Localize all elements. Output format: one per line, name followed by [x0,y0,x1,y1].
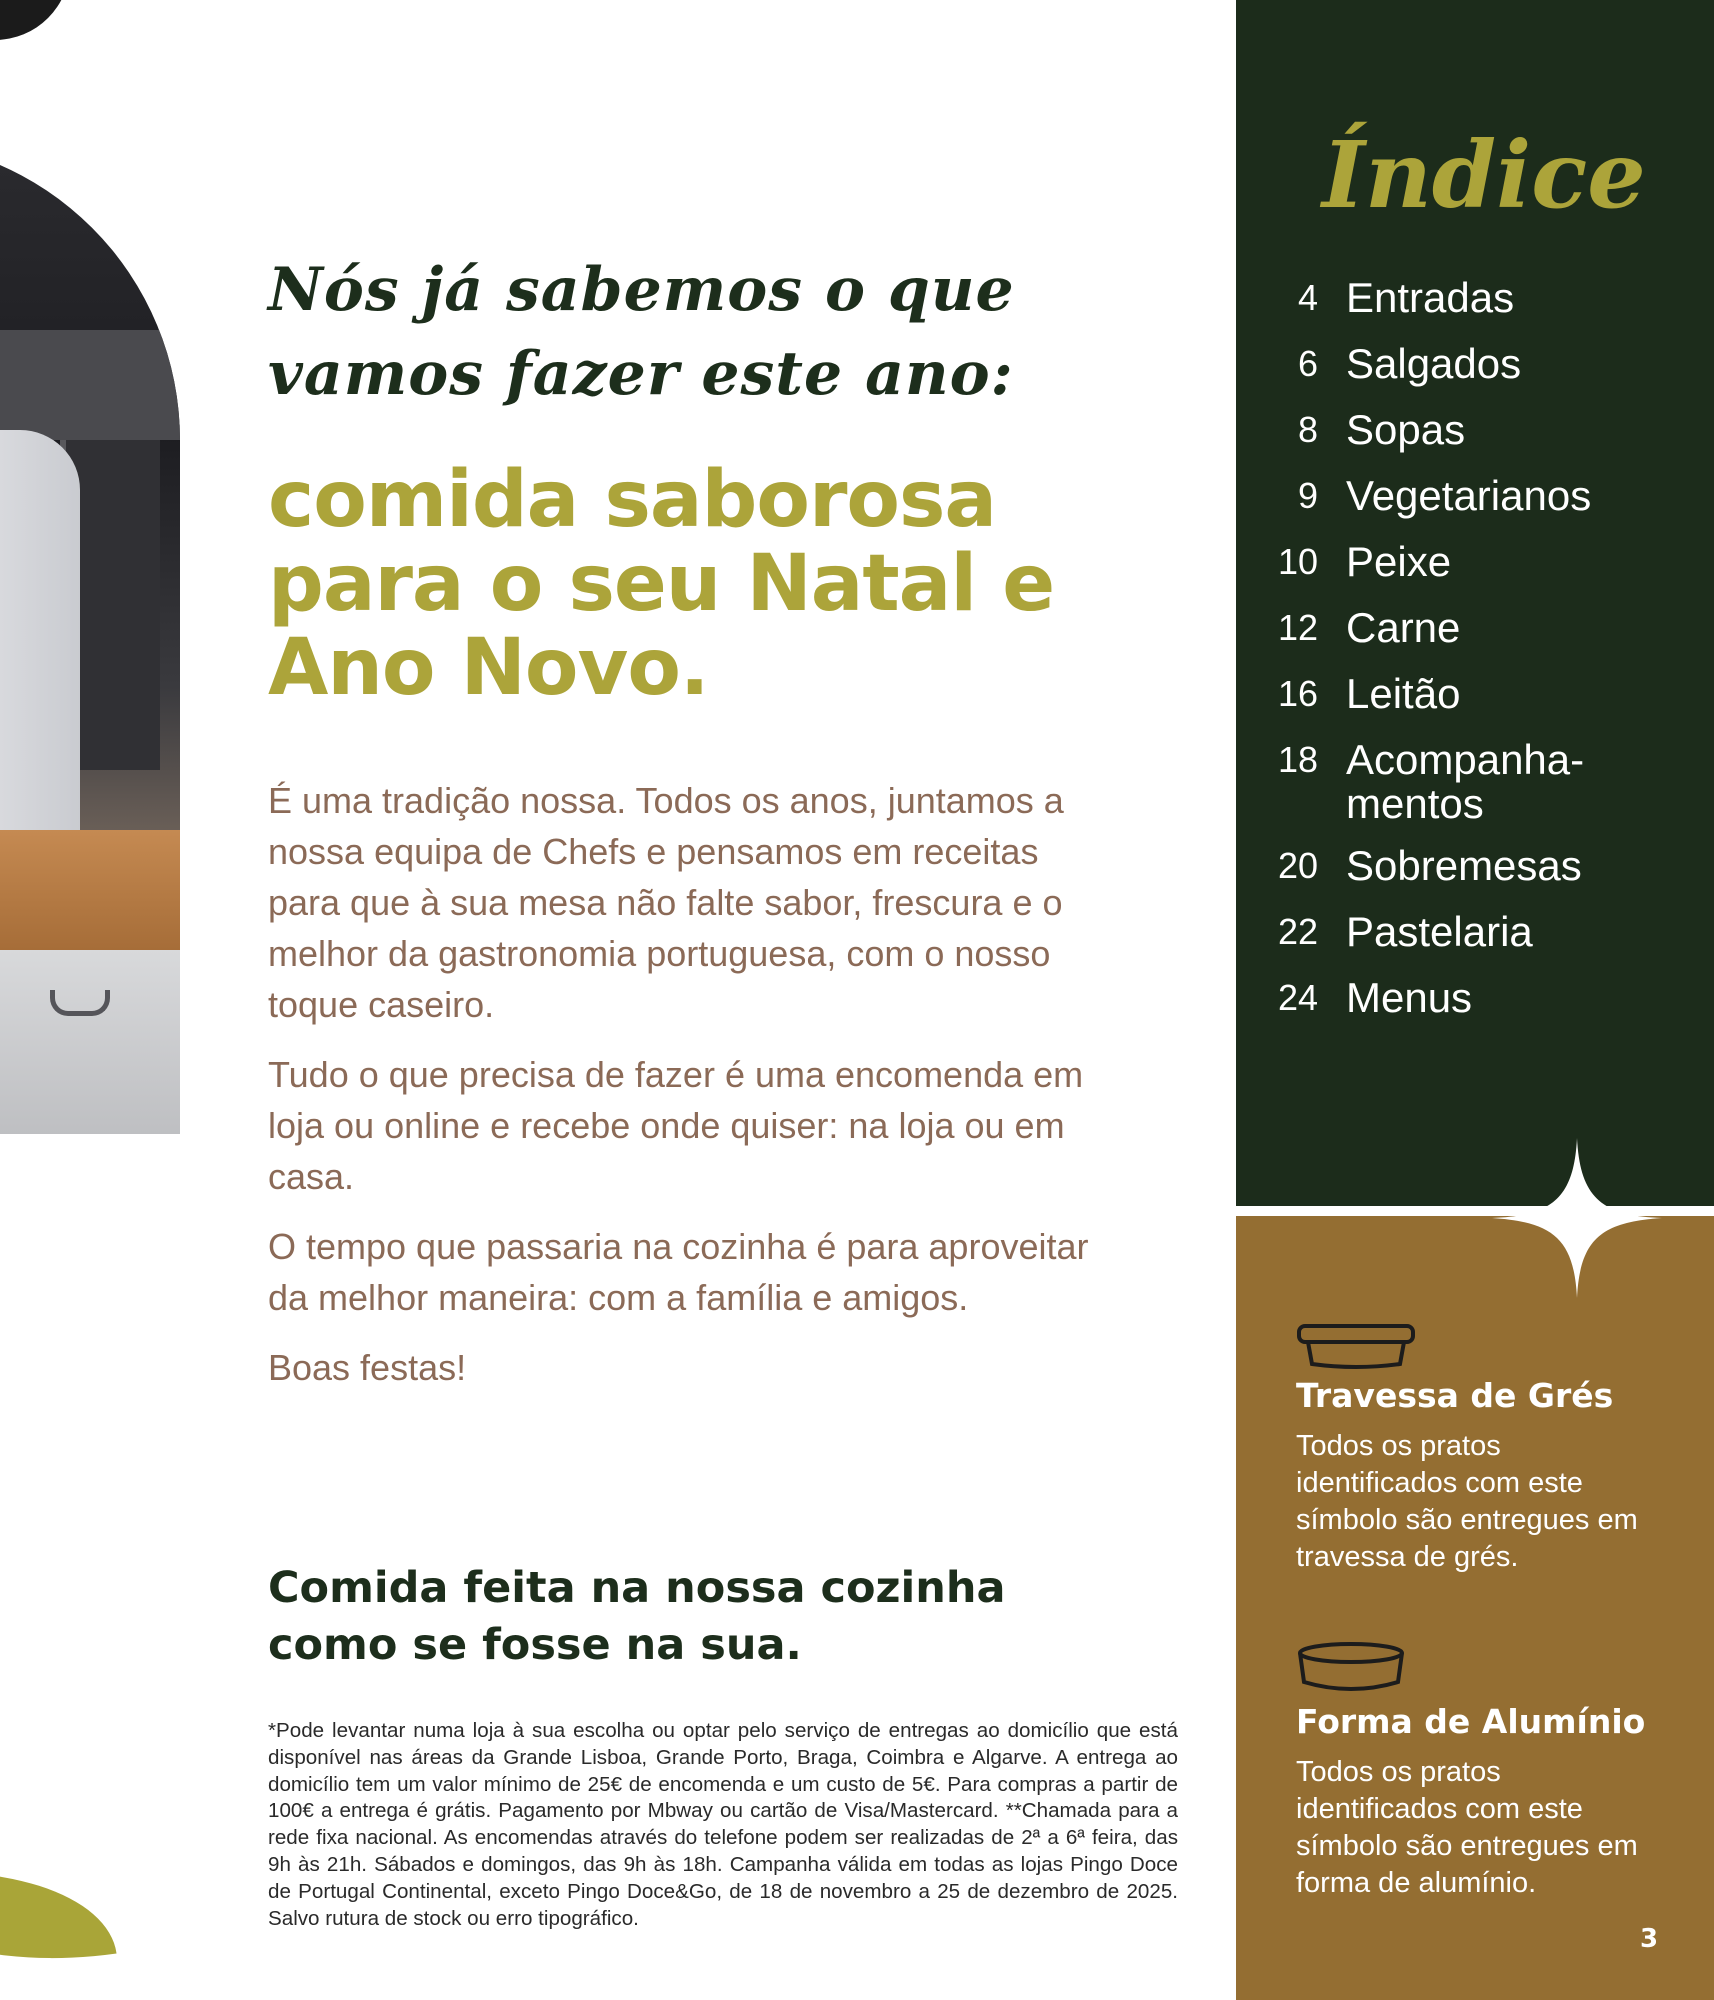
index-item-menus[interactable] [1236,972,1714,1024]
script-title: Nós já sabemos o que vamos fazer este ano: [268,255,1015,409]
index-title: Índice [1322,121,1646,229]
intro-paragraph: O tempo que passaria na cozinha é para aproveitar da melhor maneira: com a família e amigos. [268,1226,1089,1318]
index-label: Leitão [1346,670,1461,717]
index-label: Entradas [1346,274,1515,321]
sparkle-icon [1492,1138,1662,1298]
index-label: Peixe [1346,538,1452,585]
index-page-number: 16 [1277,673,1318,714]
index-item-carne[interactable] [1236,602,1714,654]
stoneware-dish-icon [1296,1322,1416,1370]
symbol-description: Todos os pratos identificados com este símbolo são entregues em forma de alumínio. [1296,1756,1638,1899]
index-label: Carne [1346,604,1461,651]
index-label: Sobremesas [1346,842,1582,889]
index-item-vegetarianos[interactable] [1236,470,1714,522]
index-page-number: 18 [1277,739,1318,780]
index-label: Pastelaria [1346,908,1533,955]
intro-paragraph: Tudo o que precisa de fazer é uma encomenda em loja ou online e recebe onde quiser: na loja ou em casa. [268,1054,1084,1197]
index-item-peixe[interactable] [1236,536,1714,588]
index-label: Sopas [1346,406,1466,453]
photo-arch-frame [0,140,180,1134]
symbol-title: Travessa de Grés [1296,1376,1614,1415]
index-page-number: 8 [1297,409,1318,450]
index-label: Menus [1346,974,1473,1021]
index-label: Salgados [1346,340,1522,387]
index-item-acompanhamentos[interactable] [1236,734,1714,826]
index-item-pastelaria[interactable] [1236,906,1714,958]
intro-paragraph: É uma tradição nossa. Todos os anos, juntamos a nossa equipa de Chefs e pensamos em receitas para que à sua mesa não falte sabor, frescura e o melhor da gastronomia portuguesa, com o nosso toque caseiro. [268,780,1064,1025]
index-page-number: 6 [1297,343,1318,384]
tagline: Comida feita na nossa cozinha como se fosse na sua. [268,1563,1006,1670]
index-page-number: 20 [1277,845,1318,886]
index-page-number: 9 [1297,475,1318,516]
page-number: 3 [1640,1924,1659,1954]
chef-kitchen-photo [0,0,182,1134]
symbol-title: Forma de Alumínio [1296,1702,1646,1741]
leaf-decoration [0,1845,117,1986]
aluminium-tin-icon [1296,1640,1406,1696]
index-item-sopas[interactable] [1236,404,1714,456]
intro-body [268,775,1108,1412]
index-page-number: 22 [1277,911,1318,952]
index-item-leitao[interactable] [1236,668,1714,720]
index-item-sobremesas[interactable] [1236,840,1714,892]
intro-paragraph: Boas festas! [268,1347,467,1388]
index-label: Acompanha-mentos [1346,736,1585,827]
index-item-salgados[interactable] [1236,338,1714,390]
symbol-description: Todos os pratos identificados com este símbolo são entregues em travessa de grés. [1296,1430,1638,1573]
headline: comida saborosa para o seu Natal e Ano Novo. [268,455,1055,713]
index-page-number: 12 [1277,607,1318,648]
index-page-number: 24 [1277,977,1318,1018]
footnote: *Pode levantar numa loja à sua escolha ou optar pelo serviço de entregas ao domicílio que está disponível nas áreas da Grande Lisboa, Grande Porto, Braga, Coimbra e Algarve. A entrega ao domicílio tem um valor mínimo de 25€ de encomenda e um custo de 5€. Para compras a partir de 100€ a entrega é grátis. Pagamento por Mbway ou cartão de Visa/Mastercard. **Chamada para a rede fixa nacional. As encomendas através do telefone podem ser realizadas de 2ª a 6ª feira, das 9h às 21h. Sábados e domingos, das 9h às 18h. Campanha válida em todas as lojas Pingo Doce de Portugal Continental, exceto Pingo Doce&Go, de 18 de novembro a 25 de dezembro de 2025. Salvo rutura de stock ou erro tipográfico. [268,1719,1178,1930]
index-page-number: 10 [1277,541,1318,582]
index-page-number: 4 [1297,277,1318,318]
index-item-entradas[interactable] [1236,272,1714,324]
index-list [1236,272,1714,1038]
index-label: Vegetarianos [1346,472,1592,519]
